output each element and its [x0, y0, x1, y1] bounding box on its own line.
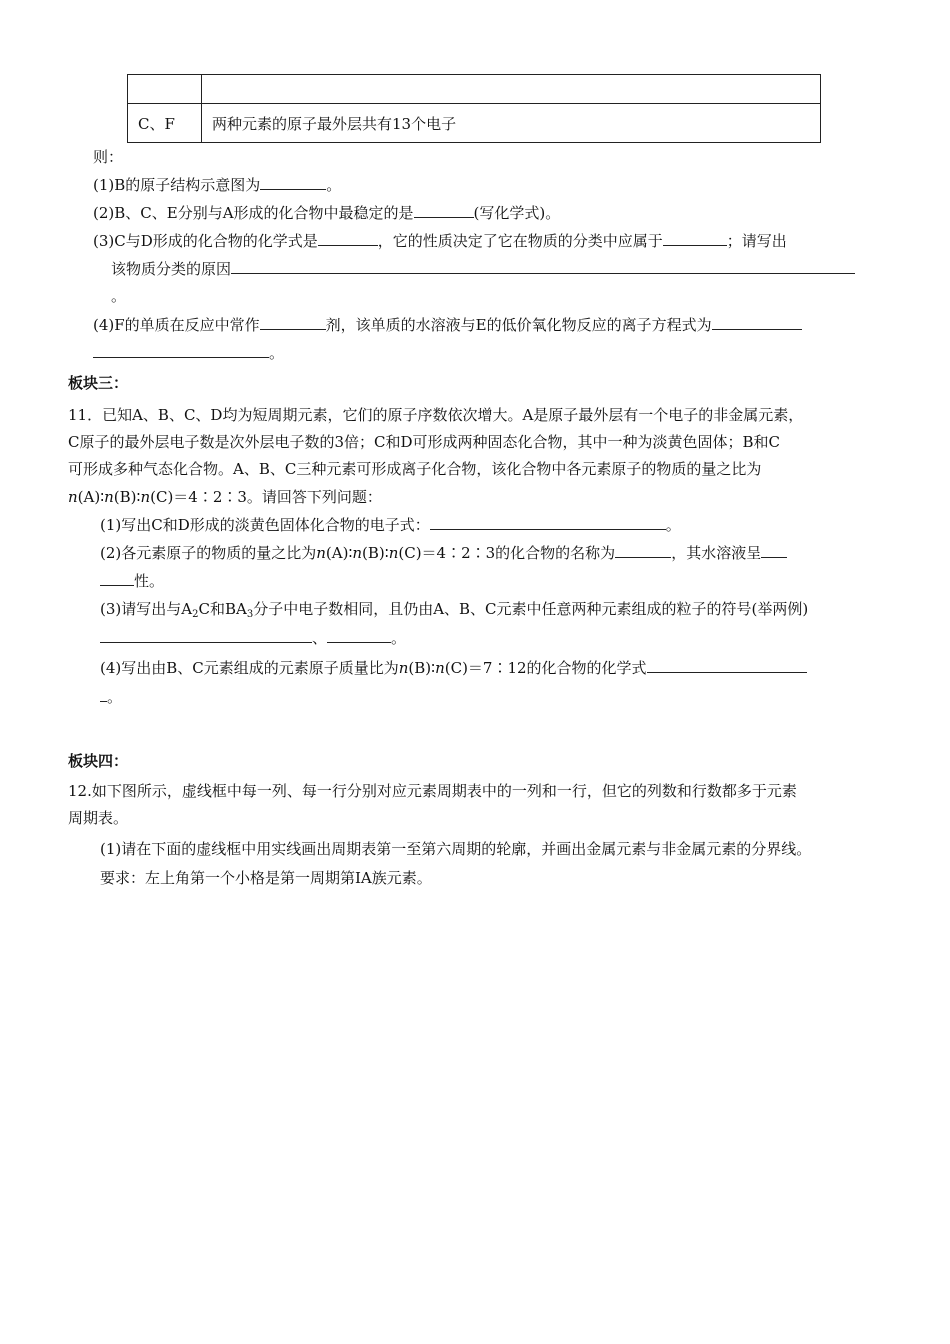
q10-part4-text2: 剂，该单质的水溶液与E的低价氧化物反应的离子方程式为: [325, 316, 712, 334]
q10-part1: [93, 172, 341, 197]
section3-title: 板块三：: [68, 374, 129, 392]
answer-blank[interactable]: [327, 625, 391, 643]
answer-blank[interactable]: [260, 312, 326, 330]
answer-blank[interactable]: [414, 200, 474, 218]
answer-blank[interactable]: [761, 540, 787, 558]
q12-part1: (1)请在下面的虚线框中用实线画出周期表第一至第六周期的轮廓，并画出金属元素与非金属元素的分界线。: [100, 840, 812, 858]
subscript: 3: [246, 609, 254, 620]
q10-part3: [93, 228, 787, 253]
q10-part4: [93, 312, 802, 337]
q11-part2: [100, 540, 787, 565]
q11-part3-text3: 分子中电子数相同，且仍由A、B、C元素中任意两种元素组成的粒子的符号(举两例): [253, 600, 809, 618]
subscript: 2: [192, 609, 199, 620]
table-cell-elements: [128, 75, 202, 104]
var-n: n: [140, 488, 151, 506]
q11-part4-text: (4)写出由B、C元素组成的元素原子质量比为: [100, 659, 399, 677]
q11-part4: [100, 655, 807, 680]
q10-part3-end: 。: [111, 287, 127, 305]
info-table: [127, 74, 821, 143]
table-cell-description: 两种元素的原子最外层共有13个电子: [202, 104, 821, 143]
table-cell-description: [202, 75, 821, 104]
q12-intro-line2: 周期表。: [68, 809, 129, 827]
var-n: n: [398, 659, 409, 677]
q11-intro-line3: 可形成多种气态化合物。A、B、C三种元素可形成离子化合物，该化合物中各元素原子的物质的量之比为: [68, 460, 762, 478]
answer-blank[interactable]: [712, 312, 802, 330]
q11-part3-text2: C和BA: [198, 600, 247, 618]
q11-intro-line1: 11．已知A、B、C、D均为短周期元素，它们的原子序数依次增大。A是原子最外层有一个电子的非金属元素，: [68, 406, 804, 424]
q10-part2-end: (写化学式)。: [473, 204, 561, 222]
q11-part2-text2: ，其水溶液呈: [671, 544, 762, 562]
var-n: n: [352, 544, 363, 562]
q10-part3-text3: ；请写出: [726, 232, 787, 250]
answer-blank[interactable]: [100, 625, 312, 643]
q11-part3-cont: [100, 625, 406, 650]
q10-part3-reason: [111, 256, 855, 281]
answer-blank[interactable]: [231, 256, 855, 274]
q11-part4-text2: (C)＝7∶12的化合物的化学式: [444, 659, 647, 677]
ratio-text: (A)∶: [325, 544, 353, 562]
q10-part1-text: (1)B的原子结构示意图为: [93, 176, 261, 194]
var-n: n: [435, 659, 445, 677]
q10-part2-text: (2)B、C、E分别与A形成的化合物中最稳定的是: [93, 204, 414, 222]
table-cell-elements: C、F: [128, 104, 202, 143]
q10-part4-text: (4)F的单质在反应中常作: [93, 316, 260, 334]
var-n: n: [388, 544, 399, 562]
answer-blank[interactable]: [663, 228, 727, 246]
q12-intro-line1: 12.如下图所示，虚线框中每一列、每一行分别对应元素周期表中的一列和一行，但它的列数和行数都多于元素: [68, 782, 797, 800]
q11-part1-text: (1)写出C和D形成的淡黄色固体化合物的电子式：: [100, 516, 430, 534]
q11-part1-end: 。: [665, 516, 681, 534]
var-n: n: [68, 488, 78, 506]
ratio-text: (B)∶: [362, 544, 389, 562]
q11-intro-line2: C原子的最外层电子数是次外层电子数的3倍；C和D可形成两种固态化合物，其中一种为淡黄色固体；B和C: [68, 433, 781, 451]
q11-part3-text: (3)请写出与A: [100, 600, 193, 618]
q11-part3: [100, 597, 808, 621]
answer-blank[interactable]: [430, 512, 666, 530]
q10-part3-reason-text: 该物质分类的原因: [111, 260, 232, 278]
q10-part4-end: 。: [269, 344, 285, 362]
q11-intro-line4: [68, 485, 382, 509]
q11-part2-text: (2)各元素原子的物质的量之比为: [100, 544, 317, 562]
q12-requirement: 要求：左上角第一个小格是第一周期第ⅠA族元素。: [100, 869, 432, 887]
var-n: n: [104, 488, 114, 506]
separator: 、: [312, 629, 328, 647]
q10-part4-cont: [93, 340, 284, 365]
answer-blank[interactable]: [93, 340, 269, 358]
var-n: n: [316, 544, 326, 562]
table-row: [128, 104, 821, 143]
answer-blank[interactable]: [647, 655, 807, 673]
q11-part2-end: 性。: [134, 572, 165, 590]
answer-blank[interactable]: [100, 684, 107, 702]
answer-blank[interactable]: [260, 172, 326, 190]
ratio-text: (B)∶: [113, 488, 141, 506]
q11-part1: [100, 512, 681, 537]
q11-part4-cont: [100, 684, 122, 709]
q11-part2-cont: [100, 568, 164, 593]
ratio-text: (B)∶: [408, 659, 436, 677]
q10-part3-text: (3)C与D形成的化合物的化学式是: [93, 232, 318, 250]
answer-blank[interactable]: [615, 540, 671, 558]
answer-blank[interactable]: [100, 568, 134, 586]
q10-part2: [93, 200, 560, 225]
q10-part1-end: 。: [326, 176, 342, 194]
answer-blank[interactable]: [318, 228, 378, 246]
ratio-text: (A)∶: [77, 488, 105, 506]
section4-title: 板块四：: [68, 752, 129, 770]
q11-part4-end: 。: [107, 688, 123, 706]
ratio-text: (C)＝4∶2∶3。请回答下列问题：: [150, 488, 382, 506]
ratio-text: (C)＝4∶2∶3的化合物的名称为: [398, 544, 616, 562]
q10-part3-text2: ，它的性质决定了它在物质的分类中应属于: [377, 232, 663, 250]
intro-text: 则：: [93, 148, 124, 166]
q11-part3-end: 。: [391, 629, 407, 647]
table-row: [128, 75, 821, 104]
